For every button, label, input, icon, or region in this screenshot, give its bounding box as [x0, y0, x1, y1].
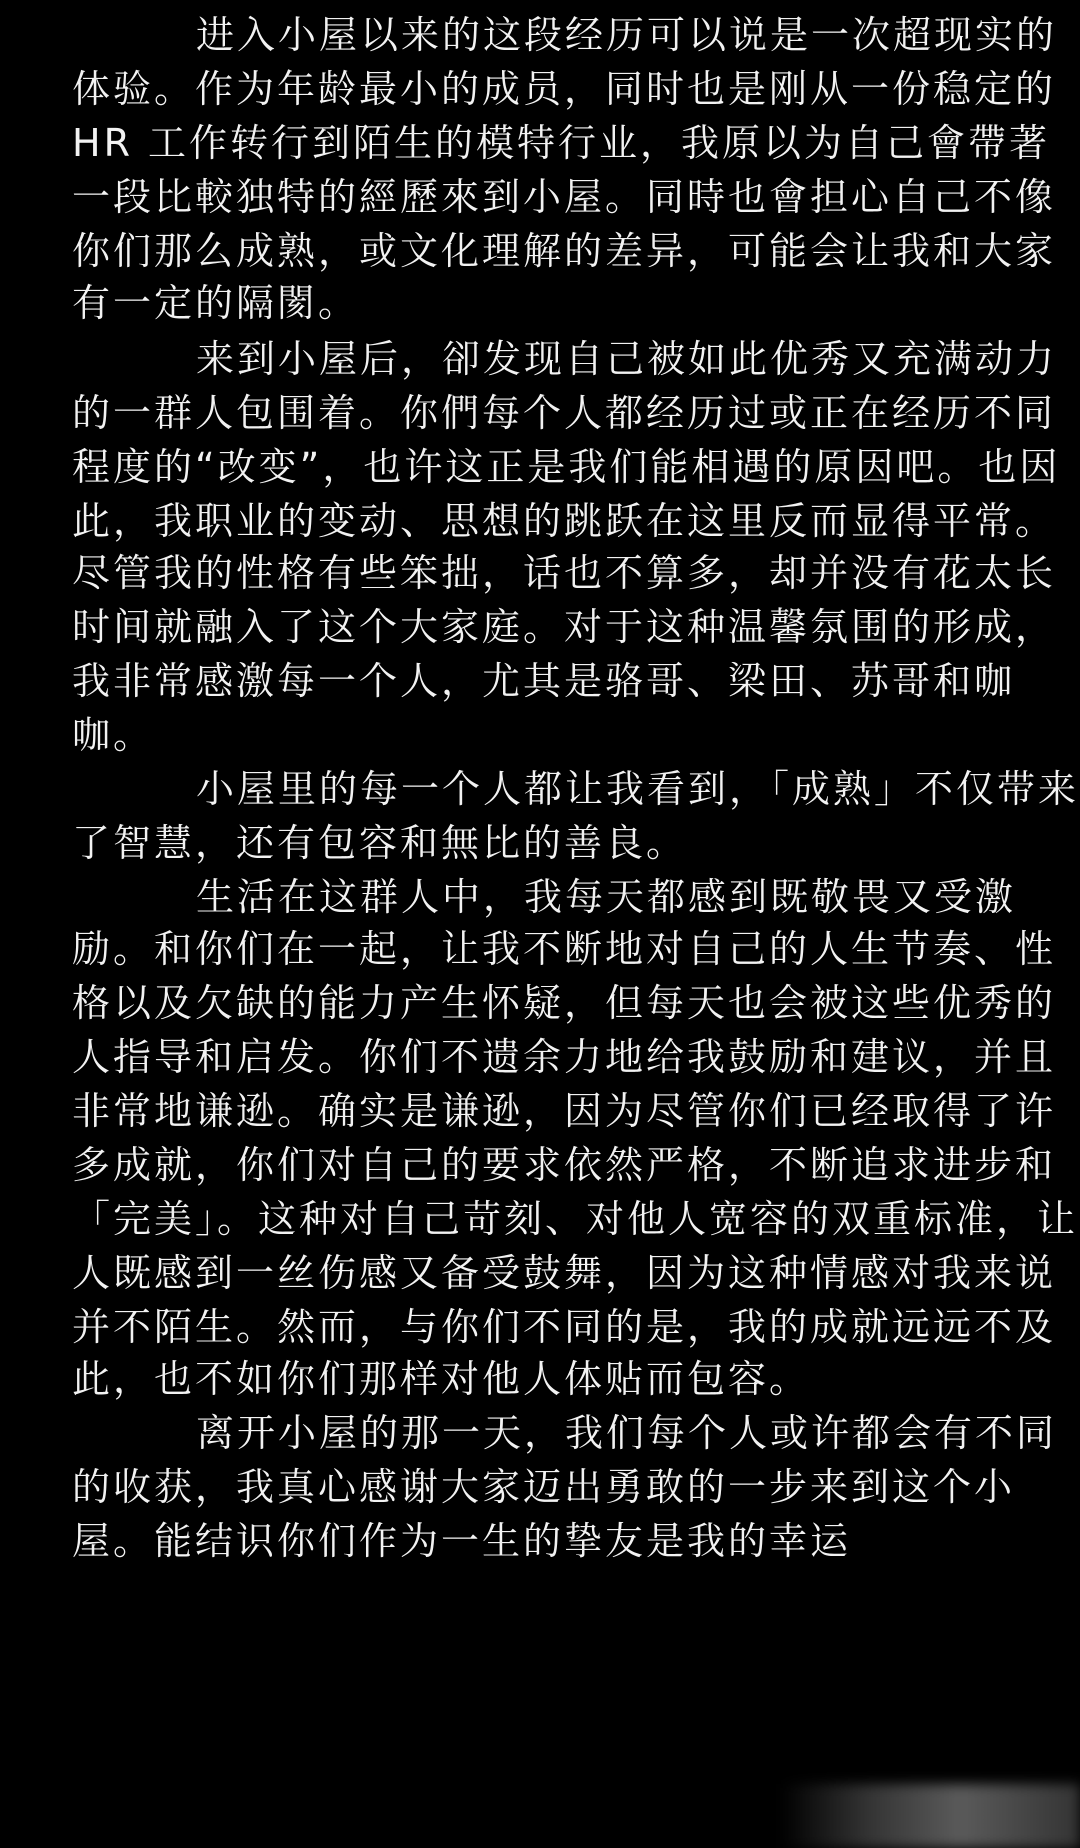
text-line: 此，我职业的变动、思想的跳跃在这里反而显得平常。	[72, 499, 1057, 543]
text-line: 「完美」。这种对自己苛刻、对他人宽容的双重标准，让	[72, 1197, 1079, 1241]
text-line: 一段比較独特的經歷來到小屋。同時也會担心自己不像	[72, 175, 1057, 219]
text-line: 非常地谦逊。确实是谦逊，因为尽管你们已经取得了许	[72, 1089, 1057, 1133]
text-line: 屋。能结识你们作为一生的挚友是我的幸运	[72, 1519, 852, 1563]
text-line: 进入小屋以来的这段经历可以说是一次超现实的	[196, 13, 1058, 57]
text-line: 离开小屋的那一天，我们每个人或许都会有不同	[196, 1411, 1058, 1455]
text-line: 咖。	[72, 713, 155, 757]
text-line: 小屋里的每一个人都让我看到，「成熟」不仅带来	[196, 767, 1080, 811]
text-line: 了智慧，还有包容和無比的善良。	[72, 821, 688, 865]
text-line: 格以及欠缺的能力产生怀疑，但每天也会被这些优秀的	[72, 981, 1057, 1025]
text-line: 程度的“改变”，也许这正是我们能相遇的原因吧。也因	[72, 445, 1061, 489]
blurred-watermark	[780, 1784, 1080, 1848]
text-line: 我非常感激每一个人，尤其是骆哥、梁田、苏哥和咖	[72, 659, 1016, 703]
text-line: 的收获，我真心感谢大家迈出勇敢的一步来到这个小	[72, 1465, 1016, 1509]
text-line: 有一定的隔閡。	[72, 281, 360, 325]
text-line: 你们那么成熟，或文化理解的差异，可能会让我和大家	[72, 229, 1057, 273]
text-line: 励。和你们在一起，让我不断地对自己的人生节奏、性	[72, 927, 1057, 971]
text-line: 此，也不如你们那样对他人体贴而包容。	[72, 1357, 811, 1401]
text-line: 时间就融入了这个大家庭。对于这种温馨氛围的形成，	[72, 605, 1057, 649]
text-line: 体验。作为年龄最小的成员，同时也是刚从一份稳定的	[72, 67, 1057, 111]
text-line: 生活在这群人中，我每天都感到既敬畏又受激	[196, 875, 1017, 919]
text-line: 尽管我的性格有些笨拙，话也不算多，却并没有花太长	[72, 551, 1057, 595]
text-line: 人既感到一丝伤感又备受鼓舞，因为这种情感对我来说	[72, 1251, 1057, 1295]
text-line: 并不陌生。然而，与你们不同的是，我的成就远远不及	[72, 1305, 1057, 1349]
text-line: 人指导和启发。你们不遗余力地给我鼓励和建议，并且	[72, 1035, 1057, 1079]
text-line: 多成就，你们对自己的要求依然严格，不断追求进步和	[72, 1143, 1057, 1187]
text-line: HR 工作转行到陌生的模特行业，我原以为自己會帶著	[72, 121, 1051, 165]
text-line: 的一群人包围着。你們每个人都经历过或正在经历不同	[72, 391, 1057, 435]
text-line: 来到小屋后，卻发现自己被如此优秀又充满动力	[196, 337, 1058, 381]
